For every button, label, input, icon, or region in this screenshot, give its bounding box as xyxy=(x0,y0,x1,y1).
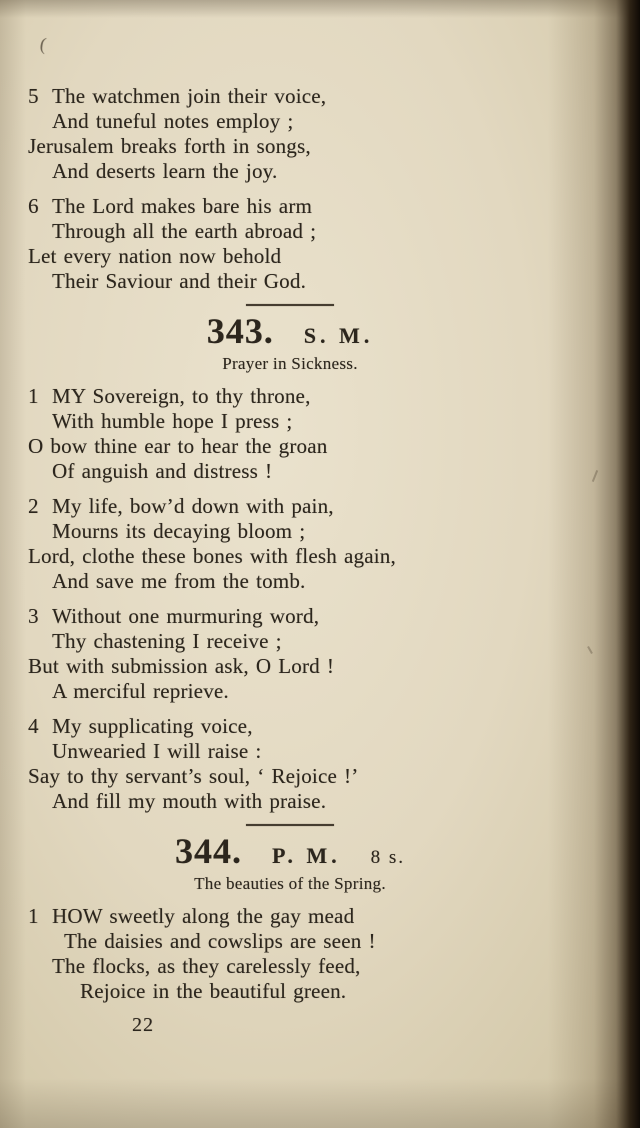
verse-line: But with submission ask, O Lord ! xyxy=(28,654,335,678)
verse-line: Their Saviour and their God. xyxy=(52,269,307,293)
verse xyxy=(0,494,600,594)
verse-line: 2 My life, bow’d down with pain, xyxy=(28,494,334,518)
verse-line: Say to thy servant’s soul, ‘ Rejoice !’ xyxy=(28,764,359,788)
hymn-subtitle: Prayer in Sickness. xyxy=(222,354,358,373)
verse-line: Through all the earth abroad ; xyxy=(52,219,317,243)
verse-line: Lord, clothe these bones with flesh again, xyxy=(28,544,396,568)
hymn-subtitle: The beauties of the Spring. xyxy=(194,874,386,893)
hymn-number: 343. xyxy=(206,311,274,351)
verse-line: Let every nation now behold xyxy=(28,244,282,268)
verse-line: Mourns its decaying bloom ; xyxy=(52,519,306,543)
verse-line: And fill my mouth with praise. xyxy=(52,789,327,813)
verse-number: 1 xyxy=(28,904,39,928)
verse-line: 3 Without one murmuring word, xyxy=(28,604,320,628)
verse xyxy=(0,604,600,704)
verse-number: 5 xyxy=(28,84,39,108)
verse xyxy=(0,714,600,814)
verse-line: Unwearied I will raise : xyxy=(52,739,262,763)
verse-number: 4 xyxy=(28,714,39,738)
verse-line: 1 MY Sovereign, to thy throne, xyxy=(28,384,311,408)
verse-line: 4 My supplicating voice, xyxy=(28,714,253,738)
hymn-divider xyxy=(246,824,334,826)
verse xyxy=(0,194,600,294)
verse-line: 6 The Lord makes bare his arm xyxy=(28,194,313,218)
verse-line: Rejoice in the beautiful green. xyxy=(80,979,347,1003)
verse-line: And deserts learn the joy. xyxy=(52,159,278,183)
verse xyxy=(0,904,600,1004)
verse xyxy=(0,84,600,184)
verse-line: The flocks, as they carelessly feed, xyxy=(52,954,361,978)
hymn-number: 344. xyxy=(174,831,242,871)
verse-line: The daisies and cowslips are seen ! xyxy=(64,929,376,953)
verse-number: 1 xyxy=(28,384,39,408)
hymn-343-verses xyxy=(0,384,600,814)
hymn-344-header xyxy=(0,830,580,872)
verse-line: 5 The watchmen join their voice, xyxy=(28,84,327,108)
hymn-344-verses xyxy=(0,904,600,1004)
stray-ink-mark: ( xyxy=(38,33,48,55)
hymn-343-header xyxy=(0,310,580,352)
verse-number: 2 xyxy=(28,494,39,518)
verse-line: And save me from the tomb. xyxy=(52,569,306,593)
verse-line: Thy chastening I receive ; xyxy=(52,629,282,653)
hymn-meter: P. M. xyxy=(271,843,341,868)
hymn-divider xyxy=(246,304,334,306)
hymn-meter-extra: 8 s. xyxy=(370,847,406,868)
verse-line: And tuneful notes employ ; xyxy=(52,109,294,133)
verse-line: With humble hope I press ; xyxy=(52,409,293,433)
verse xyxy=(0,384,600,484)
hymn-meter: S. M. xyxy=(303,323,374,348)
verse-number: 3 xyxy=(28,604,39,628)
verse-line: Of anguish and distress ! xyxy=(52,459,273,483)
verse-line: A merciful reprieve. xyxy=(52,679,229,703)
verse-line: Jerusalem breaks forth in songs, xyxy=(28,134,311,158)
page-number: 22 xyxy=(132,1014,154,1036)
verse-line: 1 HOW sweetly along the gay mead xyxy=(28,904,355,928)
verse-number: 6 xyxy=(28,194,39,218)
verse-line: O bow thine ear to hear the groan xyxy=(28,434,328,458)
previous-hymn-continuation xyxy=(0,84,600,294)
